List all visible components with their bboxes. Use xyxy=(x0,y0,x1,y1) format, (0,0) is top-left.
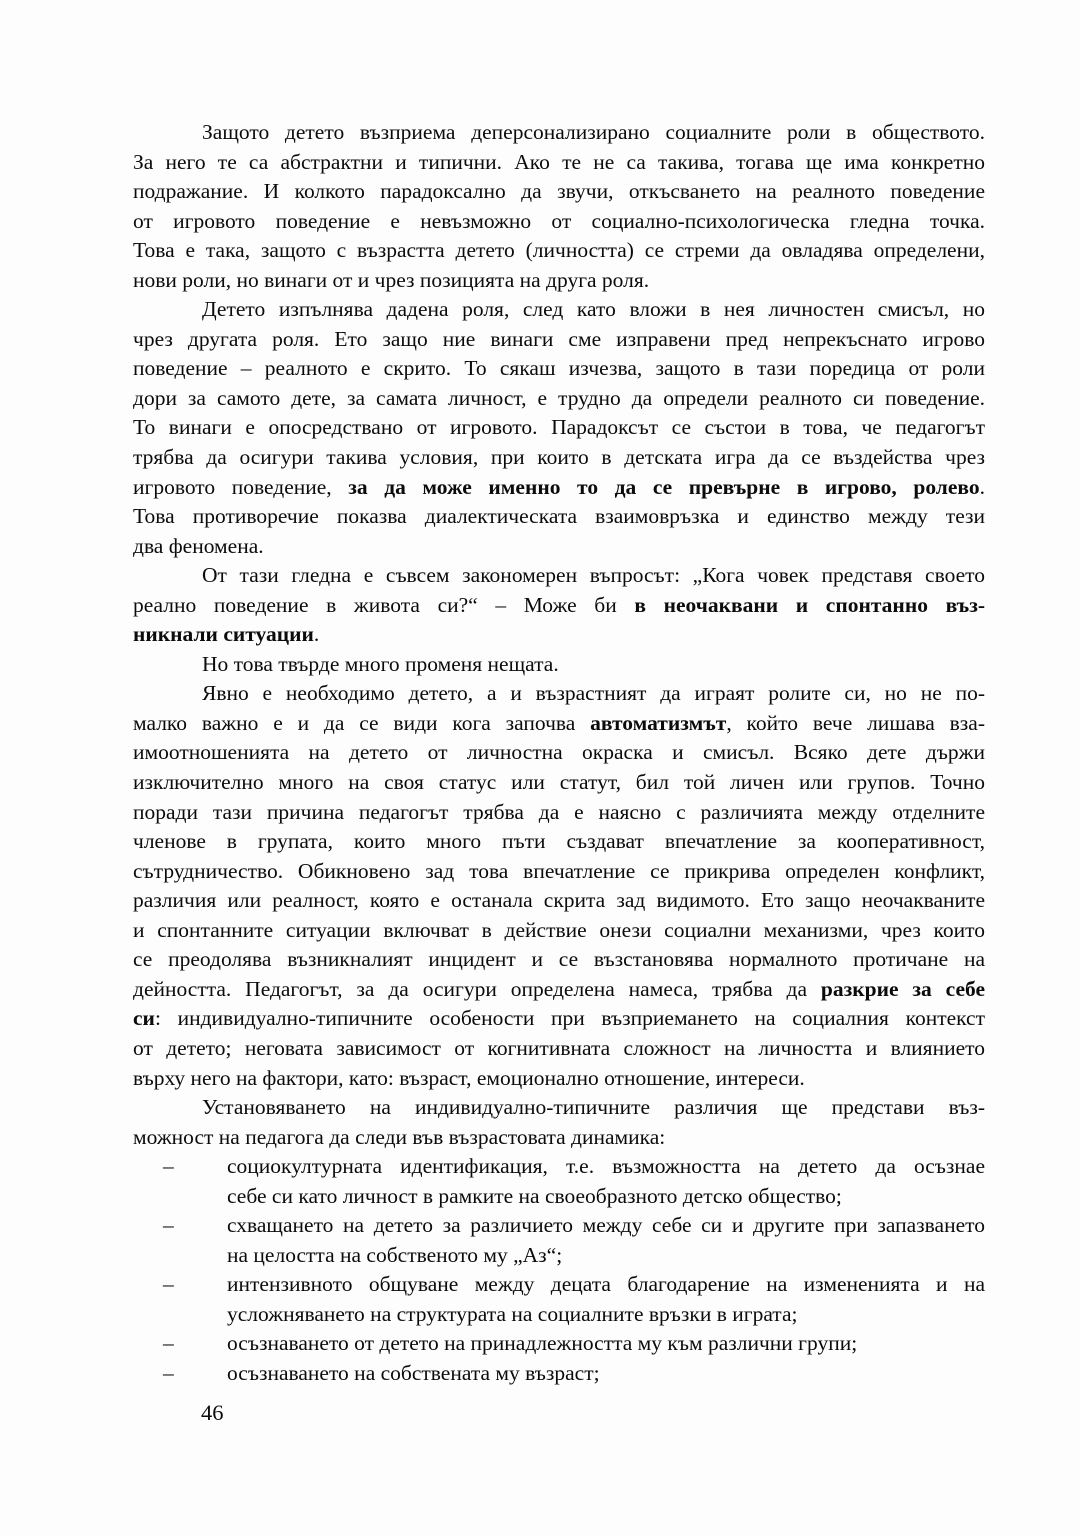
text-run: поведение – реалното е скрито. То сякаш изчезва, защото в тази поредица от роли xyxy=(133,356,985,381)
text-line xyxy=(133,1359,985,1389)
text-line xyxy=(133,532,985,562)
text-run: на целостта на собственото му „Аз“; xyxy=(227,1242,563,1267)
text-line xyxy=(133,1182,985,1212)
text-line xyxy=(133,148,985,178)
text-line xyxy=(133,1241,985,1271)
text-line xyxy=(133,1034,985,1064)
text-run: чрез другата роля. Ето защо ние винаги сме изправени пред непрекъснато игрово xyxy=(133,326,985,351)
text-run: : индивидуално-типичните особености при възприемането на социалния контекст xyxy=(154,1006,985,1031)
text-run: от детето; неговата зависимост от когнитивната сложност на личността и влиянието xyxy=(133,1035,985,1060)
text-run: поради тази причина педагогът трябва да е наясно с различията между отделните xyxy=(133,799,985,824)
text-run: себе си като личност в рамките на своеобразното детско общество; xyxy=(227,1183,842,1208)
text-run: подражание. И колкото парадоксално да звучи, откъсването на реалното поведение xyxy=(133,179,985,204)
text-line xyxy=(133,768,985,798)
text-run: схващането на детето за различието между себе си и другите при запазването xyxy=(227,1213,985,1238)
text-line xyxy=(133,738,985,768)
text-run: малко важно е и да се види кога започва xyxy=(133,710,591,735)
text-run-bold: автоматизмът xyxy=(590,710,727,735)
text-line xyxy=(133,620,985,650)
text-run: дори за самото дете, за самата личност, е трудно да определи реалното си поведение. xyxy=(133,385,985,410)
text-run: Това е така, защото с възрастта детето (личността) се стреми да овладява определени, xyxy=(133,238,985,263)
text-line xyxy=(133,679,985,709)
text-run: То винаги е опосредствано от игровото. Парадоксът се състои в това, че педагогът xyxy=(133,415,985,440)
text-line xyxy=(133,798,985,828)
text-run: два феномена. xyxy=(133,533,264,558)
text-line xyxy=(133,1093,985,1123)
text-run: . xyxy=(979,474,985,499)
text-run: имоотношенията на детето от личностна окраска и смисъл. Всяко дете държи xyxy=(133,740,985,765)
text-line xyxy=(133,975,985,1005)
text-run: и спонтанните ситуации включват в действие онези социални механизми, чрез които xyxy=(133,917,985,942)
text-run: , който вече лишава вза- xyxy=(726,710,985,735)
text-run: интензивното общуване между децата благодарение на измененията и на xyxy=(227,1272,985,1297)
text-run: дейността. Педагогът, за да осигури определена намеса, трябва да xyxy=(133,976,821,1001)
text-line xyxy=(133,916,985,946)
text-line xyxy=(133,709,985,739)
text-line xyxy=(133,177,985,207)
text-line xyxy=(133,886,985,916)
text-line xyxy=(133,827,985,857)
text-run-bold: никнали ситуации xyxy=(133,622,314,647)
bullet-dash-icon: – xyxy=(163,1272,174,1297)
text-run: игровото поведение, xyxy=(133,474,349,499)
text-run-bold: разкрие за себе xyxy=(820,976,985,1001)
text-run: реално поведение в живота си?“ – Може би xyxy=(133,592,635,617)
text-run: Това противоречие показва диалектическата взаимовръзка и единство между тези xyxy=(133,504,985,529)
text-run: Детето изпълнява дадена роля, след като вложи в нея личностен смисъл, но xyxy=(202,297,985,322)
text-run: Защото детето възприема деперсонализирано социалните роли в обществото. xyxy=(202,120,985,144)
text-line xyxy=(133,118,985,148)
text-line xyxy=(133,1211,985,1241)
text-line xyxy=(133,1064,985,1094)
text-run-bold: за да може именно то да се превърне в игрово, ролево xyxy=(348,474,980,499)
text-line xyxy=(133,1300,985,1330)
text-run: Установяването на индивидуално-типичните различия ще представи въз- xyxy=(202,1095,985,1120)
text-run: нови роли, но винаги от и чрез позицията на друга роля. xyxy=(133,267,650,292)
text-run: . xyxy=(313,622,320,647)
text-run: За него те са абстрактни и типични. Ако те не са такива, тогава ще има конкретно xyxy=(133,149,985,174)
text-run: Явно е необходимо детето, а и възрастният да играят ролите си, но не по- xyxy=(202,681,985,706)
text-line xyxy=(133,591,985,621)
text-run: Но това твърде много променя нещата. xyxy=(202,651,559,676)
text-line xyxy=(133,295,985,325)
text-line xyxy=(133,857,985,887)
text-line xyxy=(133,354,985,384)
bullet-dash-icon: – xyxy=(163,1360,174,1385)
text-run: се преодолява възникналият инцидент и се възстановява нормалното протичане на xyxy=(133,947,985,972)
text-run: социокултурната идентификация, т.е. възможността на детето да осъзнае xyxy=(227,1154,985,1179)
text-run: сътрудничество. Обикновено зад това впечатление се прикрива определен конфликт, xyxy=(133,858,985,883)
text-line xyxy=(133,1270,985,1300)
text-run: можност на педагога да следи във възрастовата динамика: xyxy=(133,1124,666,1149)
text-run: върху него на фактори, като: възраст, емоционално отношение, интереси. xyxy=(133,1065,805,1090)
text-line xyxy=(133,502,985,532)
text-line xyxy=(133,1123,985,1153)
bullet-dash-icon: – xyxy=(163,1154,174,1179)
text-run-bold: в неочаквани и спонтанно въз- xyxy=(634,592,985,617)
text-run: трябва да осигури такива условия, при които в детската игра да се въздейства чрез xyxy=(133,445,985,470)
text-block xyxy=(133,118,985,1389)
text-line xyxy=(133,236,985,266)
text-run: осъзнаването на собствената му възраст; xyxy=(227,1360,600,1385)
text-run: осъзнаването от детето на принадлежността му към различни групи; xyxy=(227,1331,858,1356)
text-run: От тази гледна е съвсем закономерен въпросът: „Кога човек представя своето xyxy=(202,563,985,588)
text-line xyxy=(133,1329,985,1359)
text-line xyxy=(133,650,985,680)
text-line xyxy=(133,473,985,503)
text-line xyxy=(133,207,985,237)
page-number: 46 xyxy=(201,1400,224,1425)
text-line xyxy=(133,945,985,975)
bullet-dash-icon: – xyxy=(163,1331,174,1356)
text-run: различия или реалност, която е останала скрита зад видимото. Ето защо неочакваните xyxy=(133,888,985,913)
text-run: от игровото поведение е невъзможно от социално-психологическа гледна точка. xyxy=(133,208,985,233)
text-run: усложняването на структурата на социалните връзки в играта; xyxy=(227,1301,798,1326)
text-run-bold: си xyxy=(133,1006,155,1031)
text-line xyxy=(133,1152,985,1182)
text-run: изключително много на своя статус или статут, бил той личен или групов. Точно xyxy=(133,770,985,795)
text-line xyxy=(133,266,985,296)
bullet-dash-icon: – xyxy=(163,1213,174,1238)
text-line xyxy=(133,413,985,443)
text-line xyxy=(133,1004,985,1034)
text-line xyxy=(133,384,985,414)
text-line xyxy=(133,443,985,473)
text-line xyxy=(133,561,985,591)
text-line xyxy=(133,325,985,355)
text-run: членове в групата, които много пъти създават впечатление за кооперативност, xyxy=(133,829,985,854)
